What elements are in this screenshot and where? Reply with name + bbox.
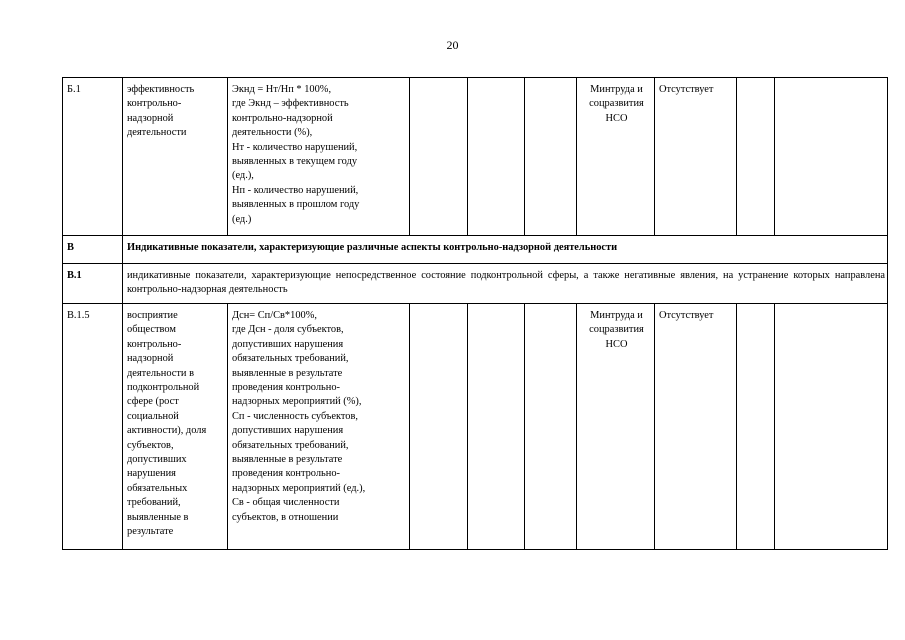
indicator-formula: Дсн= Сп/Св*100%, где Дсн - доля субъектов, допустивших нарушения обязательных требований, выявленные в результате проведения контрольно- надзорных мероприятий (%), Сп - численность субъектов, допустивших нарушения обязательных требований, выявленные в результате проведения контрольно- надзорных мероприятий (ед.), Св - общая численности субъектов, в отношении xyxy=(228,304,410,550)
table-row-v1-subsection xyxy=(63,264,888,304)
indicator-name: эффективность контрольно- надзорной деятельности xyxy=(123,78,228,236)
row-code: В.1.5 xyxy=(63,304,123,550)
empty-cell xyxy=(410,78,468,236)
subsection-description: индикативные показатели, характеризующие непосредственное состояние подконтрольной сферы, а также негативные явления, на устранение которых направлена контрольно-надзорная деятельность xyxy=(123,264,888,304)
row-code: Б.1 xyxy=(63,78,123,236)
table-row-b1 xyxy=(63,78,888,236)
empty-cell xyxy=(410,304,468,550)
responsible-org: Минтруда и соцразвития НСО xyxy=(577,78,655,236)
section-code: В xyxy=(63,236,123,264)
page-number: 20 xyxy=(446,38,459,52)
empty-cell xyxy=(775,304,888,550)
indicator-name: восприятие обществом контрольно- надзорной деятельности в подконтрольной сфере (рост социальной активности), доля субъектов, допустивших нарушения обязательных требований, выявленные в результате xyxy=(123,304,228,550)
table-row-v15 xyxy=(63,304,888,550)
section-title: Индикативные показатели, характеризующие различные аспекты контрольно-надзорной деятельности xyxy=(123,236,888,264)
empty-cell xyxy=(737,78,775,236)
table-row-v-section xyxy=(63,236,888,264)
indicator-formula: Экнд = Нт/Нп * 100%, где Экнд – эффективность контрольно-надзорной деятельности (%), Нт - количество нарушений, выявленных в текущем году (ед.), Нп - количество нарушений, выявленных в прошлом году (ед.) xyxy=(228,78,410,236)
subsection-code: В.1 xyxy=(63,264,123,304)
responsible-org: Минтруда и соцразвития НСО xyxy=(577,304,655,550)
indicator-status: Отсутствует xyxy=(655,304,737,550)
empty-cell xyxy=(468,78,525,236)
indicator-status: Отсутствует xyxy=(655,78,737,236)
empty-cell xyxy=(525,78,577,236)
indicators-table xyxy=(62,77,888,550)
empty-cell xyxy=(737,304,775,550)
empty-cell xyxy=(468,304,525,550)
empty-cell xyxy=(775,78,888,236)
empty-cell xyxy=(525,304,577,550)
